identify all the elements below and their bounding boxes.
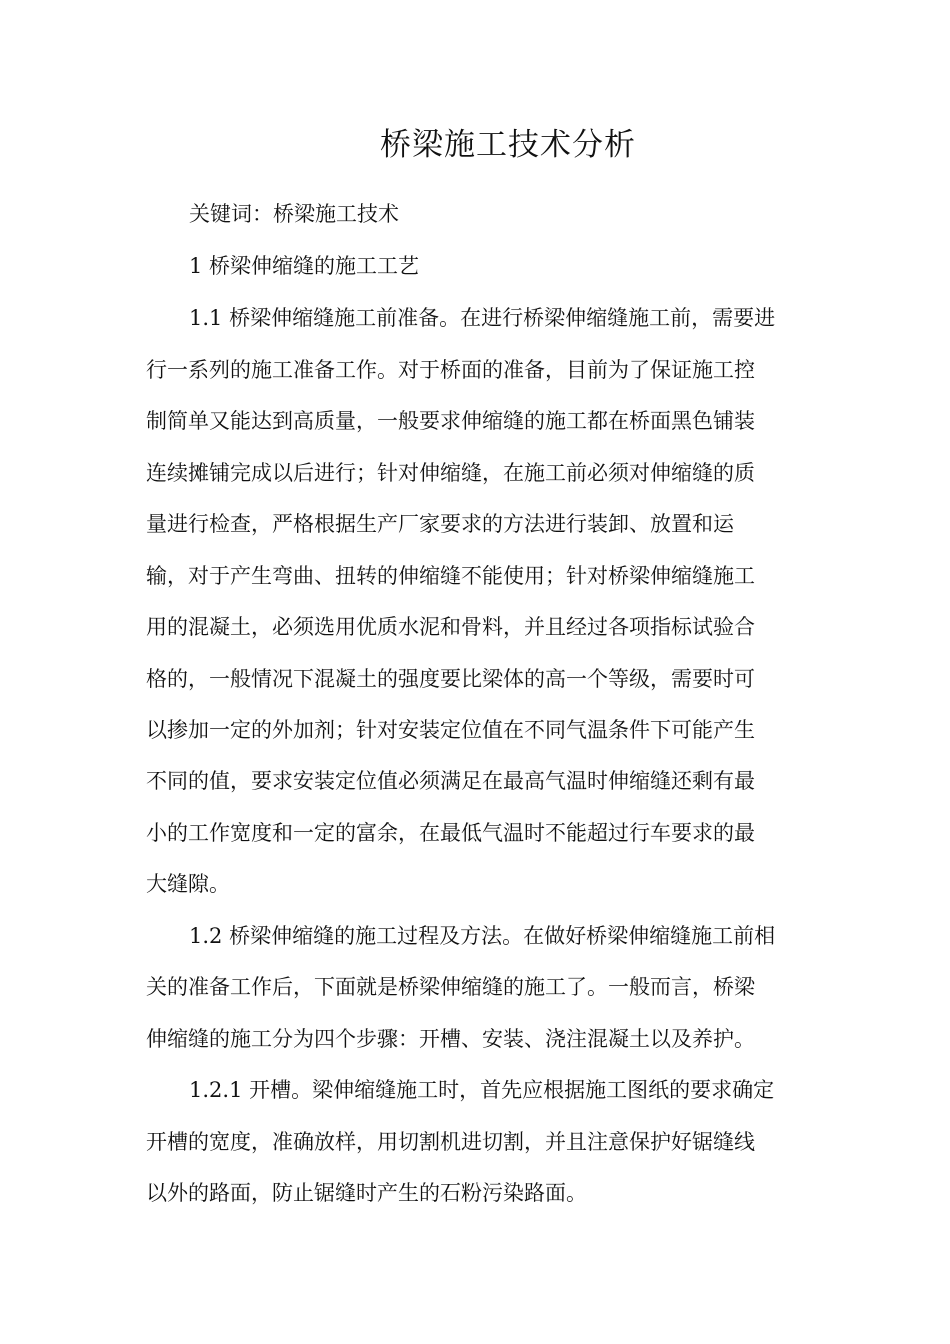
- paragraph-line: 开槽的宽度，准确放样，用切割机进切割，并且注意保护好锯缝线: [146, 1130, 755, 1154]
- paragraph-line: 1.2.1 开槽。梁伸缩缝施工时，首先应根据施工图纸的要求确定: [189, 1078, 775, 1102]
- paragraph-line: 用的混凝土，必须选用优质水泥和骨料，并且经过各项指标试验合: [146, 615, 755, 639]
- section-heading: 1 桥梁伸缩缝的施工工艺: [189, 254, 420, 278]
- paragraph-line: 以外的路面，防止锯缝时产生的石粉污染路面。: [146, 1181, 587, 1205]
- paragraph-line: 制简单又能达到高质量，一般要求伸缩缝的施工都在桥面黑色铺装: [146, 409, 755, 433]
- paragraph-line: 1.2 桥梁伸缩缝的施工过程及方法。在做好桥梁伸缩缝施工前相: [189, 924, 776, 948]
- paragraph-line: 连续摊铺完成以后进行；针对伸缩缝，在施工前必须对伸缩缝的质: [146, 461, 755, 485]
- keywords-line: 关键词：桥梁施工技术: [189, 202, 399, 226]
- paragraph-line: 伸缩缝的施工分为四个步骤：开槽、安装、浇注混凝土以及养护。: [146, 1027, 755, 1051]
- paragraph-line: 1.1 桥梁伸缩缝施工前准备。在进行桥梁伸缩缝施工前，需要进: [189, 306, 776, 330]
- paragraph-line: 量进行检查，严格根据生产厂家要求的方法进行装卸、放置和运: [146, 512, 734, 536]
- paragraph-line: 以掺加一定的外加剂；针对安装定位值在不同气温条件下可能产生: [146, 718, 755, 742]
- paragraph-line: 输，对于产生弯曲、扭转的伸缩缝不能使用；针对桥梁伸缩缝施工: [146, 564, 755, 588]
- paragraph-line: 格的，一般情况下混凝土的强度要比梁体的高一个等级，需要时可: [146, 667, 755, 691]
- paragraph-line: 小的工作宽度和一定的富余，在最低气温时不能超过行车要求的最: [146, 821, 755, 845]
- paragraph-line: 不同的值，要求安装定位值必须满足在最高气温时伸缩缝还剩有最: [146, 769, 755, 793]
- paragraph-line: 关的准备工作后，下面就是桥梁伸缩缝的施工了。一般而言，桥梁: [146, 975, 755, 999]
- paragraph-line: 行一系列的施工准备工作。对于桥面的准备，目前为了保证施工控: [146, 358, 755, 382]
- paragraph-line: 大缝隙。: [146, 872, 230, 896]
- document-title: 桥梁施工技术分析: [380, 127, 636, 163]
